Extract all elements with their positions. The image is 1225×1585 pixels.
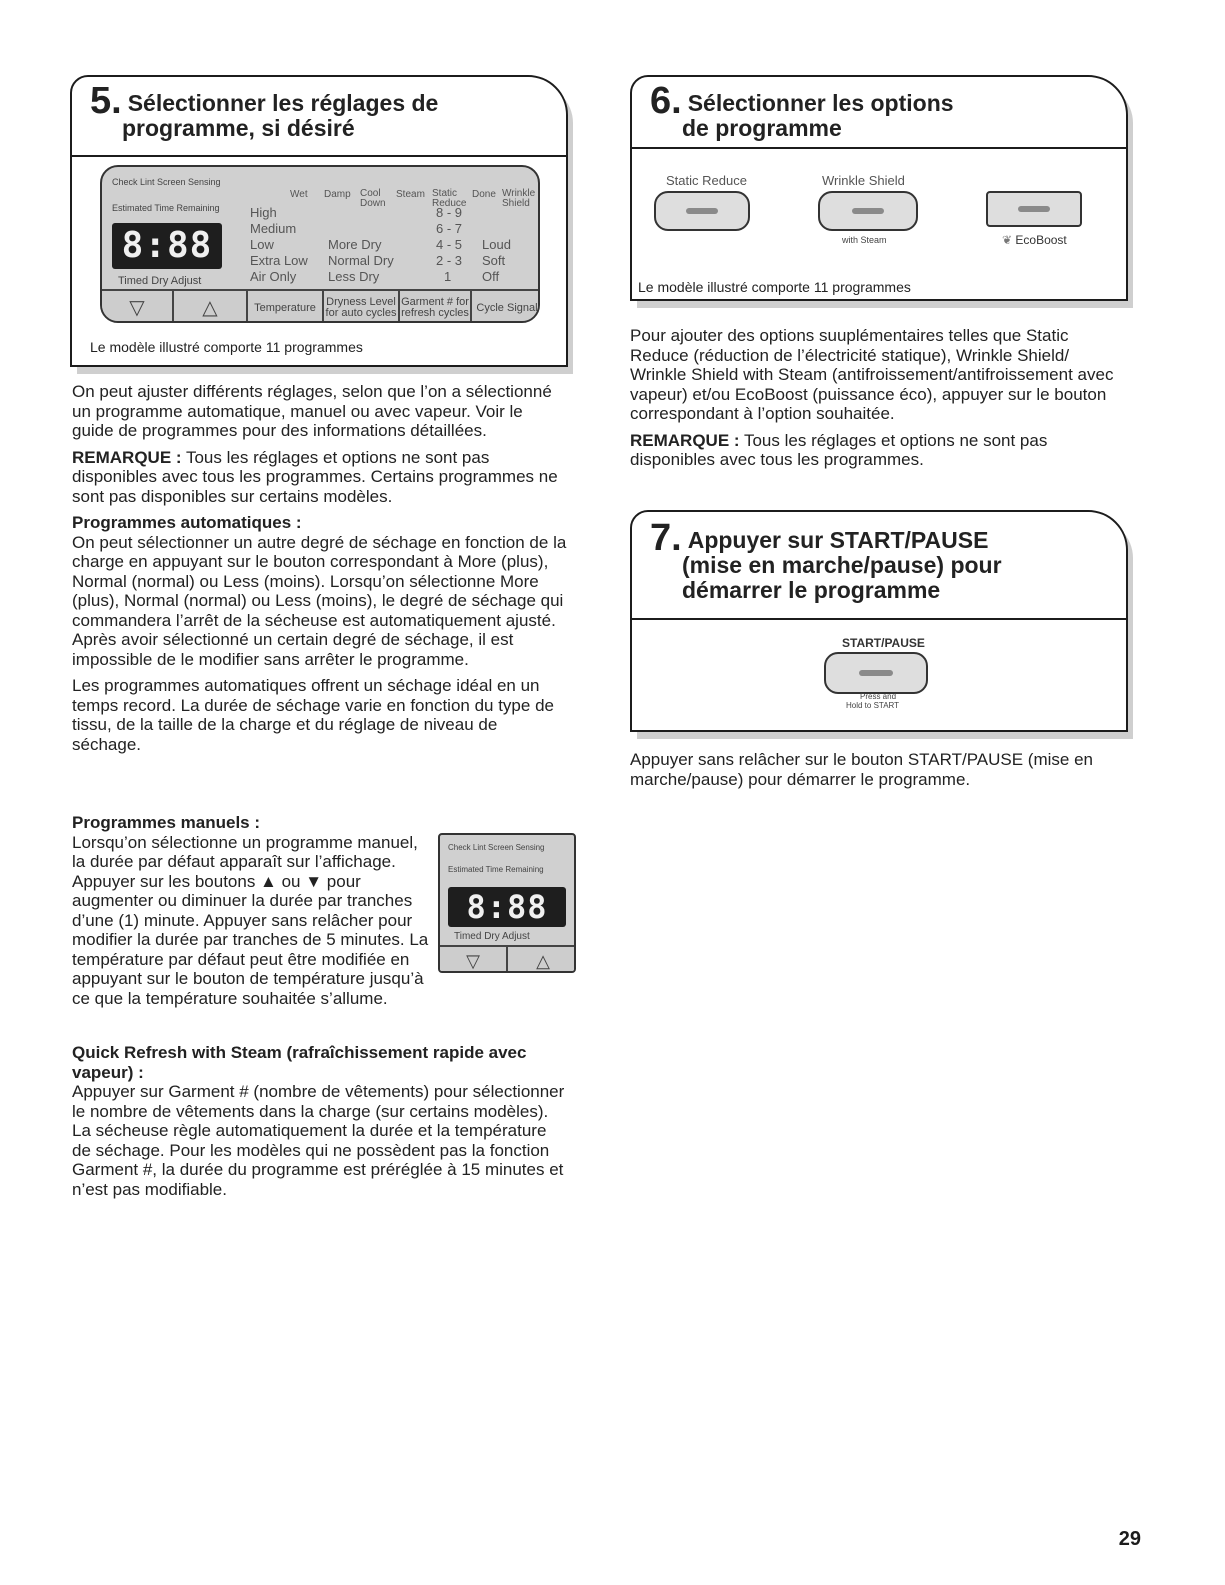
indicator-lint-sensing: Check Lint Screen Sensing: [112, 177, 221, 187]
section-7-title-line2: (mise en marche/pause) pour: [682, 552, 1002, 578]
section-5-caption: Le modèle illustré comporte 11 programmes: [90, 339, 363, 355]
wrinkle-shield-label: Wrinkle Shield: [822, 173, 905, 188]
section-6-note: REMARQUE : Tous les réglages et options ne sont pas disponibles avec tous les programmes.: [630, 430, 1048, 469]
section-6-header: [632, 77, 1126, 149]
press-hold-hint-1: Press and: [860, 692, 897, 701]
control-panel-illustration: [100, 165, 540, 323]
auto-programs: Programmes automatiques : On peut sélectionner un autre degré de séchage en fonction de la charge en appuyant sur le bouton correspondant à More (plus), Normal (normal) ou Less (moins). Lorsqu’on sélectionne More (plus), Normal (normal) ou Less (moins), le degré de séchage qui commandera l’arrêt de la sécheuse est automatiquement ajusté. Après avoir sélectionné un certain degré de séchage, il est impossible de le modifier sans arrêter le programme.: [72, 513, 567, 669]
manual-display-illustration: [438, 833, 576, 973]
section-7-body: [630, 750, 1128, 796]
ecoboost-label: ❦ EcoBoost: [1002, 233, 1067, 247]
garment-6-7: 6 - 7: [436, 221, 463, 236]
timed-dry-adjust-small: Timed Dry Adjust: [454, 931, 530, 942]
leaf-icon: ❦: [1002, 233, 1013, 247]
quick-refresh: Quick Refresh with Steam (rafraîchissement rapide avec vapeur) : Appuyer sur Garment # (nombre de vêtements) pour sélectionner le nombre de vêtements dans la charge (sur certains modèles). La sécheuse règle automatiquement la durée et la température de séchage. Pour les modèles qui ne possèdent pas la fonction Garment #, la durée du programme est préréglée à 15 minutes et n’est pas modifiable.: [72, 1043, 565, 1199]
up-triangle-icon: △: [202, 296, 218, 319]
dry-less: Less Dry: [328, 269, 380, 284]
section-5-title: 5. Sélectionner les réglages de programme, si désiré: [90, 80, 439, 141]
down-triangle-icon: ▽: [466, 950, 480, 971]
col-head-done: Done: [472, 189, 496, 200]
col-head-wrinkle-shield: Wrinkle Shield: [502, 188, 536, 209]
section-5-number: 5.: [90, 80, 122, 122]
col-head-static-reduce: Static Reduce: [432, 188, 467, 209]
section-6-title: 6. Sélectionner les options de programme: [650, 80, 954, 141]
small-button-row: [440, 945, 576, 973]
col-head-damp: Damp: [324, 189, 351, 200]
signal-soft: Soft: [482, 253, 506, 268]
temperature-button[interactable]: Temperature: [248, 291, 324, 323]
static-reduce-button[interactable]: [654, 191, 750, 231]
section-7-header: [632, 512, 1126, 620]
section-6-number: 6.: [650, 80, 682, 122]
temp-high: High: [250, 205, 277, 220]
garment-count-button[interactable]: Garment # for refresh cycles: [400, 291, 472, 323]
section-6-box: [630, 75, 1128, 301]
dry-normal: Normal Dry: [328, 253, 394, 268]
section-5-header: [72, 77, 566, 157]
section-6-title-line2: de programme: [682, 115, 842, 141]
ecoboost-button[interactable]: [986, 191, 1082, 227]
garment-4-5: 4 - 5: [436, 237, 463, 252]
page-number: 29: [1118, 1528, 1141, 1550]
down-arrow-button[interactable]: [102, 291, 174, 323]
section-6-text: Pour ajouter des options suuplémentaires telles que Static Reduce (réduction de l’électricité statique), Wrinkle Shield/ Wrinkle Shield with Steam (antifroissement/antifroissement avec vapeur) et/ou EcoBoost (puissance éco), appuyer sur le bouton correspondant à l’option souhaitée.: [630, 326, 1114, 423]
with-steam-label: with Steam: [842, 235, 887, 245]
up-triangle-icon: △: [536, 950, 550, 971]
garment-8-9: 8 - 9: [436, 205, 463, 220]
start-pause-label: START/PAUSE: [842, 636, 925, 650]
col-head-wet: Wet: [290, 189, 308, 200]
section-7-title: 7. Appuyer sur START/PAUSE (mise en marche/pause) pour démarrer le programme: [650, 517, 1002, 603]
dryness-level-button[interactable]: Dryness Level for auto cycles: [324, 291, 400, 323]
indicator-time-remaining-small: Estimated Time Remaining: [448, 865, 544, 874]
auto-programs-2: Les programmes automatiques offrent un séchage idéal en un temps record. La durée de séchage varie en fonction du type de tissu, de la taille de la charge et du réglage de niveau de séchage.: [72, 676, 554, 754]
time-display-small: 8:88: [448, 887, 566, 927]
section-5-title-line2: programme, si désiré: [122, 115, 355, 141]
section-7-box: [630, 510, 1128, 732]
temp-extra-low: Extra Low: [250, 253, 308, 268]
timed-dry-adjust-label: Timed Dry Adjust: [118, 275, 202, 287]
garment-1: 1: [444, 269, 452, 284]
temp-air-only: Air Only: [250, 269, 297, 284]
section-5-note: REMARQUE : Tous les réglages et options ne sont pas disponibles avec tous les programmes. Certains programmes ne sont pas disponibles sur certains modèles.: [72, 447, 558, 506]
col-head-cool-down: Cool Down: [360, 188, 386, 209]
section-7-title-line3: démarrer le programme: [682, 577, 941, 603]
dry-more: More Dry: [328, 237, 382, 252]
panel-button-row: [102, 289, 540, 323]
up-arrow-button-small[interactable]: [508, 947, 576, 973]
down-triangle-icon: ▽: [129, 296, 145, 319]
temp-low: Low: [250, 237, 274, 252]
press-hold-hint-2: Hold to START: [846, 701, 900, 710]
temp-medium: Medium: [250, 221, 297, 236]
down-arrow-button-small[interactable]: [440, 947, 508, 973]
section-5-box: [70, 75, 568, 367]
section-5-intro: On peut ajuster différents réglages, selon que l’on a sélectionné un programme automatique, manuel ou avec vapeur. Voir le guide de programmes pour des informations détaillées.: [72, 382, 552, 440]
time-display: 8:88: [112, 223, 222, 269]
section-6-body: [630, 326, 1128, 477]
manual-programs: Programmes manuels : Lorsqu’on sélectionne un programme manuel, la durée par défaut apparaît sur l’affichage. Appuyer sur les boutons ▲ ou ▼ pour augmenter ou diminuer la durée par tranches d’une (1) minute. Appuyer sans relâcher pour modifier la durée par tranches de 5 minutes. La température par défaut peut être modifiée en appuyant sur le bouton de température jusqu’à ce que la température souhaitée s’allume.: [72, 813, 429, 1008]
section-5-body: [72, 382, 568, 768]
up-arrow-button[interactable]: [174, 291, 248, 323]
garment-2-3: 2 - 3: [436, 253, 463, 268]
signal-off: Off: [482, 269, 500, 284]
section-6-caption: Le modèle illustré comporte 11 programmes: [638, 279, 911, 295]
static-reduce-label: Static Reduce: [666, 173, 747, 188]
start-pause-button[interactable]: [824, 652, 928, 694]
indicator-lint-sensing-small: Check Lint Screen Sensing: [448, 843, 545, 852]
col-head-steam: Steam: [396, 189, 425, 200]
signal-loud: Loud: [482, 237, 511, 252]
cycle-signal-button[interactable]: Cycle Signal: [476, 301, 538, 314]
section-7-text: Appuyer sans relâcher sur le bouton START/PAUSE (mise en marche/pause) pour démarrer le programme.: [630, 750, 1093, 789]
section-7-number: 7.: [650, 517, 682, 559]
indicator-time-remaining: Estimated Time Remaining: [112, 203, 220, 213]
wrinkle-shield-button[interactable]: [818, 191, 918, 231]
